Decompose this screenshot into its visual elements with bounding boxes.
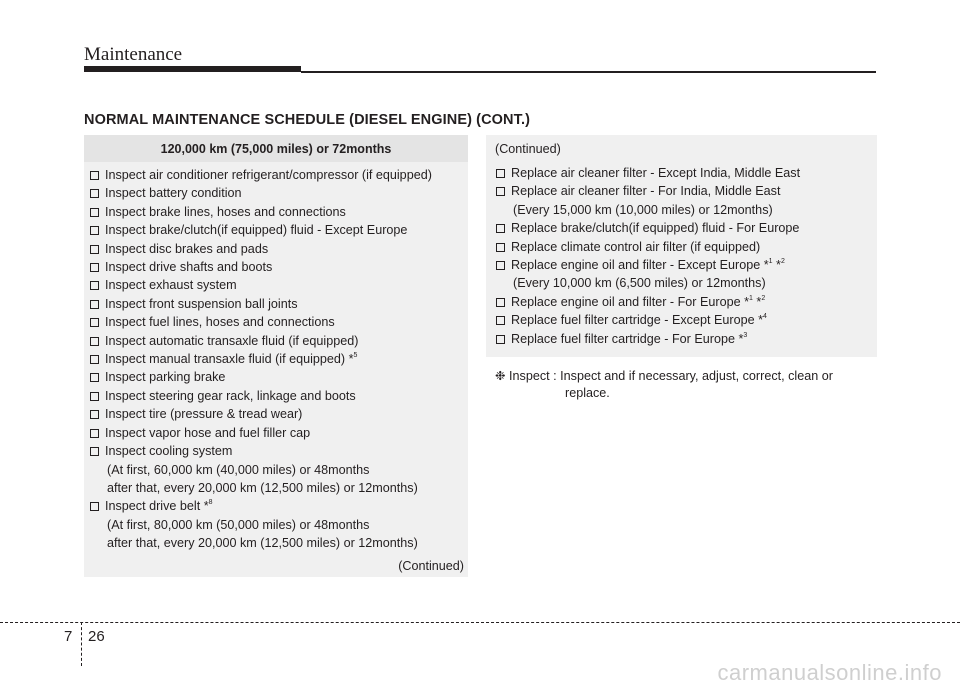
checklist-item	[90, 221, 468, 239]
checkbox-icon	[496, 316, 505, 325]
checkbox-icon	[496, 335, 505, 344]
footnote-mark: 5	[353, 352, 358, 360]
item-text: *	[772, 258, 781, 273]
checkbox-icon	[90, 373, 99, 382]
checklist-item	[496, 330, 877, 348]
item-text: Inspect cooling system	[105, 444, 233, 459]
replacement-list	[486, 160, 877, 348]
footnote-mark: 1	[749, 294, 753, 302]
note-line: ❉ Inspect : Inspect and if necessary, adjust, correct, clean or	[495, 369, 833, 383]
continued-label: (Continued)	[398, 559, 464, 573]
footnote-mark: 2	[761, 294, 766, 302]
checkbox-icon	[496, 169, 505, 178]
chapter-number: 7	[64, 628, 73, 645]
item-text: Replace air cleaner filter - Except India, Middle East	[511, 166, 801, 180]
checklist-item	[90, 276, 468, 294]
checkbox-icon	[90, 245, 99, 254]
checkbox-icon	[90, 208, 99, 217]
checklist-item	[496, 164, 877, 182]
checkbox-icon	[90, 355, 99, 364]
item-text: Inspect tire (pressure & tread wear)	[105, 407, 303, 422]
item-text: *	[752, 294, 762, 309]
checklist-item	[90, 258, 468, 276]
checklist-item	[90, 240, 468, 258]
schedule-panel-left	[84, 135, 468, 577]
checkbox-icon	[90, 502, 99, 511]
note-line: replace.	[565, 386, 610, 400]
footnote-mark: 4	[763, 313, 767, 321]
item-text: Inspect brake lines, hoses and connections	[105, 204, 346, 219]
inspection-list	[84, 162, 468, 553]
checkbox-icon	[496, 298, 505, 307]
checkbox-icon	[90, 392, 99, 401]
checklist-item	[90, 424, 468, 442]
checkbox-icon	[90, 226, 99, 235]
item-text: Inspect vapor hose and fuel filler cap	[105, 425, 311, 440]
checklist-item	[90, 332, 468, 350]
inspect-note	[495, 368, 833, 402]
checkbox-icon	[496, 224, 505, 233]
item-detail: (At first, 80,000 km (50,000 miles) or 48months	[107, 517, 370, 532]
checklist-item	[496, 256, 877, 274]
checkbox-icon	[90, 189, 99, 198]
item-text: Inspect disc brakes and pads	[105, 241, 269, 256]
checklist-item	[90, 368, 468, 386]
section-title: NORMAL MAINTENANCE SCHEDULE (DIESEL ENGINE) (CONT.)	[84, 112, 531, 128]
item-text: Inspect drive shafts and boots	[105, 260, 273, 275]
checkbox-icon	[90, 410, 99, 419]
page-header-title: Maintenance	[84, 44, 183, 65]
checklist-item	[90, 313, 468, 331]
item-text: Replace fuel filter cartridge - Except Europe *	[511, 313, 763, 328]
item-text: Inspect automatic transaxle fluid (if equipped)	[105, 333, 359, 348]
item-text: Inspect front suspension ball joints	[105, 296, 298, 311]
checkbox-icon	[90, 318, 99, 327]
item-text: Inspect brake/clutch(if equipped) fluid - Except Europe	[105, 223, 408, 238]
continued-label: (Continued)	[495, 142, 561, 156]
checkbox-icon	[90, 447, 99, 456]
footnote-mark: 1	[768, 258, 773, 266]
footer-dashed-divider	[81, 622, 82, 666]
item-text: Replace climate control air filter (if equipped)	[511, 239, 761, 254]
checkbox-icon	[90, 281, 99, 290]
item-text: Inspect air conditioner refrigerant/compressor (if equipped)	[105, 168, 432, 182]
item-text: Inspect manual transaxle fluid (if equipped) *	[105, 352, 354, 367]
footnote-mark: 3	[743, 331, 748, 339]
checklist-item	[90, 405, 468, 423]
header-rule-thick	[84, 66, 301, 72]
page-number: 26	[88, 628, 105, 645]
item-detail: (Every 10,000 km (6,500 miles) or 12months)	[513, 276, 766, 291]
checklist-item	[496, 219, 877, 237]
item-text: Inspect parking brake	[105, 370, 226, 385]
item-detail: after that, every 20,000 km (12,500 miles) or 12months)	[107, 480, 418, 495]
item-detail: after that, every 20,000 km (12,500 miles) or 12months)	[107, 536, 418, 551]
checkbox-icon	[90, 300, 99, 309]
footer-dashed-rule	[0, 622, 960, 623]
checkbox-icon	[90, 337, 99, 346]
checklist-item	[90, 497, 468, 515]
checklist-item	[90, 350, 468, 368]
checklist-item	[90, 295, 468, 313]
item-text: Replace engine oil and filter - Except Europe *	[511, 258, 769, 273]
checklist-item	[90, 166, 468, 184]
item-detail: (Every 15,000 km (10,000 miles) or 12months)	[513, 202, 773, 217]
item-text: Replace fuel filter cartridge - For Europe *	[511, 331, 744, 346]
checklist-item	[496, 238, 877, 256]
item-text: Replace brake/clutch(if equipped) fluid - For Europe	[511, 221, 800, 236]
checkbox-icon	[496, 261, 505, 270]
checklist-item	[496, 311, 877, 329]
checkbox-icon	[90, 171, 99, 180]
item-detail: (At first, 60,000 km (40,000 miles) or 48months	[107, 462, 370, 477]
checkbox-icon	[90, 429, 99, 438]
item-text: Inspect fuel lines, hoses and connections	[105, 315, 335, 330]
checklist-item	[90, 184, 468, 202]
checkbox-icon	[496, 187, 505, 196]
item-text: Replace engine oil and filter - For Europe *	[511, 294, 750, 309]
checklist-item	[90, 203, 468, 221]
item-text: Replace air cleaner filter - For India, Middle East	[511, 184, 781, 199]
checkbox-icon	[90, 263, 99, 272]
checklist-item	[90, 442, 468, 460]
item-text: Inspect steering gear rack, linkage and boots	[105, 388, 356, 403]
watermark-text: carmanualsonline.info	[717, 660, 942, 685]
item-text: Inspect battery condition	[105, 186, 242, 201]
footnote-mark: 8	[208, 499, 213, 507]
checklist-item	[90, 387, 468, 405]
footnote-mark: 2	[780, 258, 785, 266]
item-text: Inspect drive belt *	[105, 499, 209, 514]
checklist-item	[496, 182, 877, 200]
interval-heading: 120,000 km (75,000 miles) or 72months	[84, 135, 468, 162]
header-rule-thin	[301, 71, 876, 73]
checkbox-icon	[496, 243, 505, 252]
item-text: Inspect exhaust system	[105, 278, 237, 293]
checklist-item	[496, 293, 877, 311]
schedule-panel-right	[486, 135, 877, 357]
